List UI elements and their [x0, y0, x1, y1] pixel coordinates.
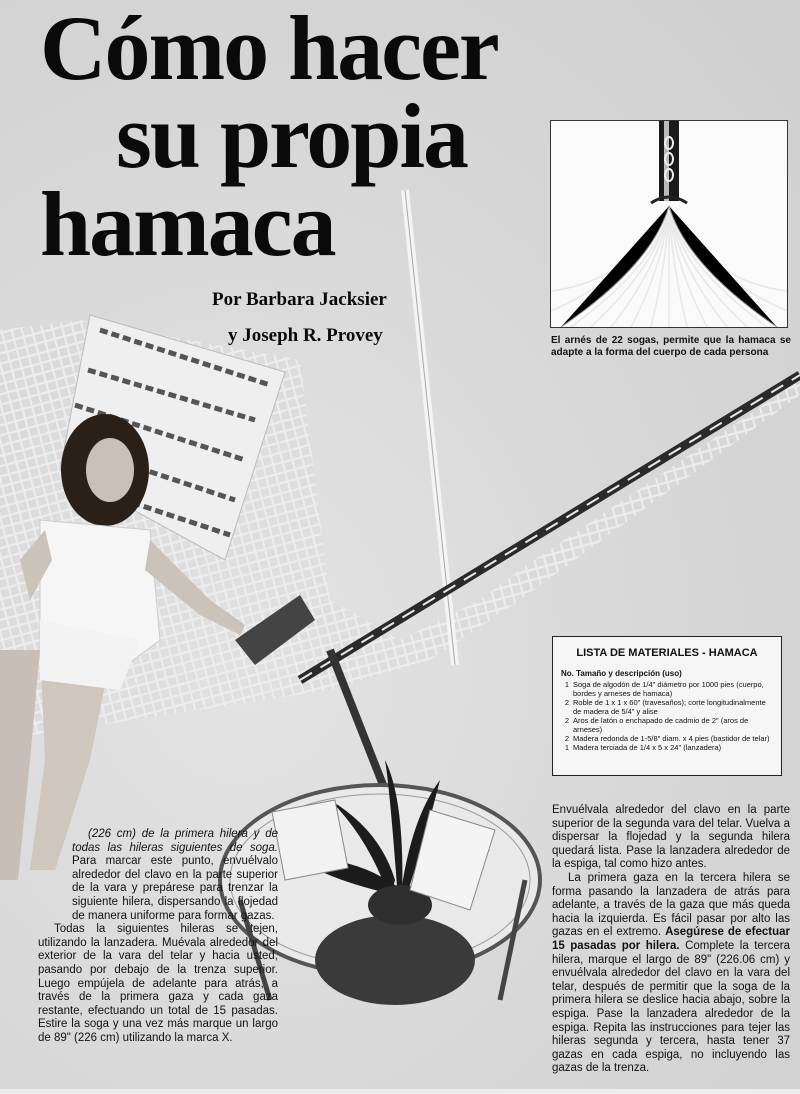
- title-line-2: su propia: [116, 85, 468, 187]
- materials-item-desc: Madera redonda de 1-5/8" diam. x 4 pies (bastidor de telar): [573, 734, 770, 743]
- left-paragraph-1-italic: (226 cm) de la primera hilera y de todas las hileras siguientes de soga.: [72, 828, 278, 854]
- left-paragraph-1: [72, 828, 278, 923]
- materials-item-qty: 2: [564, 716, 570, 725]
- right-paragraph-2-bold: Asegúrese de efectuar 15 pasadas por hilera.: [552, 926, 790, 952]
- materials-header: No. Tamaño y descripción (uso): [561, 669, 682, 678]
- materials-item: [561, 716, 773, 734]
- materials-item-desc: Roble de 1 x 1 x 60" (travesaños); corte longitudinalmente de madera de 5/4" y alise: [573, 698, 766, 716]
- materials-item-qty: 1: [564, 743, 570, 752]
- materials-item: [561, 680, 773, 698]
- left-paragraph-2: Todas la siguientes hileras se tejen, utilizando la lanzadera. Muévala alrededor del exterior de la vara del telar y hacia usted, pasando por debajo de la trenza superior. Luego empújela de adelante para atrás, a través de la primera gaza y cada gaza restante, efectuando un total de 15 pasadas. Estire la soga y una vez más marque un largo de 89" (226 cm) utilizando la marca X.: [38, 923, 278, 1044]
- right-paragraph-1: Envuélvala alrededor del clavo en la parte superior de la segunda vara del telar. Vuelva a dispersar la flojedad y la segunda hilera quedará lista. Pase la lanzadera alrededor de la espiga, tal como hizo antes.: [552, 804, 790, 871]
- materials-item-desc: Aros de latón o enchapado de cadmio de 2" (aros de arneses): [573, 716, 749, 734]
- byline-author-2: y Joseph R. Provey: [228, 325, 383, 346]
- materials-item-desc: Madera terciada de 1/4 x 5 x 24" (lanzadera): [573, 743, 722, 752]
- materials-title: LISTA DE MATERIALES - HAMACA: [576, 647, 758, 659]
- harness-inset-photo: [550, 120, 788, 328]
- materials-list-box: [552, 636, 782, 776]
- left-column-text: [38, 828, 278, 1046]
- right-paragraph-2-end: Complete la tercera hilera, marque el largo de 89" (226.06 cm) y envuélvala alrededor del clavo en la vara del telar, después de permitir que la soga de la primera hilera se deslice hacia abajo, sobre la espiga. Pase la lanzadera alrededor de la espiga. Repita las instrucciones para tejer las hileras segunda y tercera, hasta tener 37 gazas en cada espiga, no incluyendo las gazas de la trenza.: [552, 939, 791, 1075]
- materials-item: [561, 698, 773, 716]
- left-paragraph-1-rest: Para marcar este punto, envuélvalo alrededor del clavo en la parte superior de la vara y prepárese para trenzar la siguiente hilera, dispersando la flojedad de manera uniforme para formar gazas.: [72, 855, 278, 922]
- byline-author-1: Por Barbara Jacksier: [212, 289, 387, 310]
- materials-item: [561, 734, 773, 743]
- right-paragraph-2: [552, 872, 790, 1076]
- materials-item-qty: 1: [564, 680, 570, 689]
- byline: [212, 282, 387, 354]
- right-column-text: [552, 804, 790, 1076]
- materials-item-desc: Soga de algodón de 1/4" diámetro por 1000 pies (cuerpo, bordes y arneses de hamaca): [573, 680, 764, 698]
- materials-item: [561, 743, 773, 752]
- materials-item-qty: 2: [564, 698, 570, 707]
- article-title: [40, 0, 498, 275]
- right-paragraph-2-start: La primera gaza en la tercera hilera se forma pasando la lanzadera de atrás para adelante, a través de la gaza que más queda hacia la izquierda. Es fácil pasar por alto las gazas en el extremo.: [552, 871, 790, 939]
- materials-item-qty: 2: [564, 734, 570, 743]
- title-line-1: Cómo hacer: [40, 0, 498, 99]
- title-line-3: hamaca: [40, 173, 335, 275]
- inset-caption: El arnés de 22 sogas, permite que la hamaca se adapte a la forma del cuerpo de cada persona: [551, 335, 791, 358]
- harness-illustration: [551, 121, 787, 327]
